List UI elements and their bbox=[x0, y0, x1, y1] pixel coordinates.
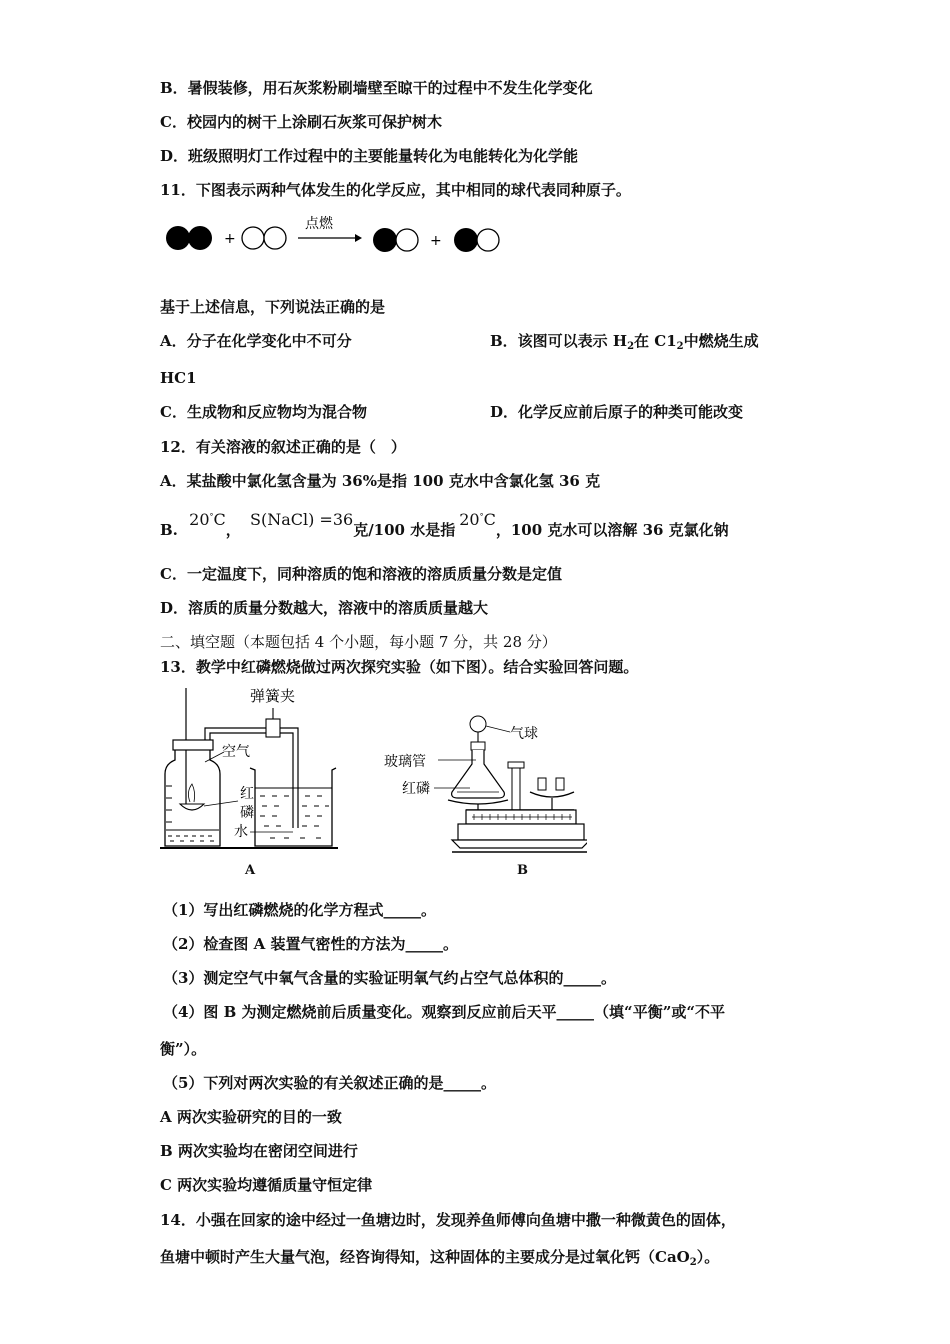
q13-option-b: B 两次实验均在密闭空间进行 bbox=[160, 1142, 358, 1160]
water-label: 水 bbox=[234, 824, 248, 840]
q11-option-b-continued: HC1 bbox=[160, 369, 197, 387]
q13-sub-3: （3）测定空气中氧气含量的实验证明氧气约占空气总体积的_____。 bbox=[163, 969, 616, 987]
q10-option-c: C．校园内的树干上涂刷石灰浆可保护树木 bbox=[160, 113, 442, 131]
red-phosphorus-label: 红磷 bbox=[402, 781, 430, 797]
arrow-head-icon bbox=[355, 234, 362, 242]
q13-option-a: A 两次实验研究的目的一致 bbox=[160, 1108, 342, 1126]
q12-option-c: C．一定温度下，同种溶质的饱和溶液的溶质质量分数是定值 bbox=[160, 565, 562, 583]
q14-line-2: 鱼塘中顿时产生大量气泡，经咨询得知，这种固体的主要成分是过氧化钙（CaO$_2$）。 bbox=[160, 1248, 720, 1268]
q12-stem: 12．有关溶液的叙述正确的是（ ） bbox=[160, 438, 406, 456]
balloon-label: 气球 bbox=[510, 726, 538, 742]
q12-option-a: A．某盐酸中氯化氢含量为 36%是指 100 克水中含氯化氢 36 克 bbox=[160, 472, 601, 490]
q14-line-1: 14．小强在回家的途中经过一鱼塘边时，发现养鱼师傅向鱼塘中撒一种微黄色的固体， bbox=[160, 1211, 736, 1229]
white-atom bbox=[477, 229, 499, 251]
q11-option-c: C．生成物和反应物均为混合物 bbox=[160, 403, 367, 421]
q13-sub-5: （5）下列对两次实验的有关叙述正确的是_____。 bbox=[163, 1074, 496, 1092]
black-atom bbox=[454, 228, 478, 252]
reaction-condition: 点燃 bbox=[305, 216, 333, 232]
section-title: 二、填空题（本题包括 4 个小题，每小题 7 分，共 28 分） bbox=[160, 633, 557, 651]
figure-a-label: A bbox=[245, 863, 256, 878]
white-atom bbox=[242, 227, 264, 249]
q11-option-a: A．分子在化学变化中不可分 bbox=[160, 332, 352, 350]
red-label: 红 bbox=[240, 786, 254, 802]
plus-sign: + bbox=[224, 231, 236, 247]
q13-sub-1: （1）写出红磷燃烧的化学方程式_____。 bbox=[163, 901, 436, 919]
q10-option-b: B．暑假装修，用石灰浆粉刷墙壁至晾干的过程中不发生化学变化 bbox=[160, 79, 593, 97]
black-atom bbox=[188, 226, 212, 250]
figure-b-balance bbox=[382, 712, 587, 857]
q13-sub-4: （4）图 B 为测定燃烧前后质量变化。观察到反应前后天平_____（填“平衡”或“不平 bbox=[163, 1003, 725, 1021]
q10-option-d: D．班级照明灯工作过程中的主要能量转化为电能转化为化学能 bbox=[160, 147, 579, 165]
q13-sub-4-continued: 衡”）。 bbox=[160, 1040, 207, 1058]
glass-tube-label: 玻璃管 bbox=[384, 754, 426, 770]
phosphorus-label: 磷 bbox=[240, 805, 254, 821]
q13-stem: 13．教学中红磷燃烧做过两次探究实验（如下图）。结合实验回答问题。 bbox=[160, 658, 639, 676]
q12-option-d: D．溶质的质量分数越大，溶液中的溶质质量越大 bbox=[160, 599, 489, 617]
air-label: 空气 bbox=[222, 744, 250, 760]
plus-sign: + bbox=[430, 233, 442, 249]
q13-sub-2: （2）检查图 A 装置气密性的方法为_____。 bbox=[163, 935, 459, 953]
q12-option-b: B. 20°C， S(NaCl) =36克/100 水是指20°C，100 克水可以溶解 36 克氯化钠 bbox=[160, 510, 729, 539]
white-atom bbox=[264, 227, 286, 249]
figure-a-apparatus bbox=[160, 686, 350, 854]
reaction-diagram bbox=[160, 212, 520, 262]
q11-stem: 11．下图表示两种气体发生的化学反应，其中相同的球代表同种原子。 bbox=[160, 181, 631, 199]
q11-option-d: D．化学反应前后原子的种类可能改变 bbox=[490, 403, 744, 421]
q11-prompt: 基于上述信息，下列说法正确的是 bbox=[160, 298, 386, 316]
black-atom bbox=[166, 226, 190, 250]
q11-option-b: B．该图可以表示 $H_2$在 $C1_2$中燃烧生成 bbox=[490, 332, 759, 352]
figure-b-label: B bbox=[517, 863, 528, 878]
black-atom bbox=[373, 228, 397, 252]
white-atom bbox=[396, 229, 418, 251]
clamp-label: 弹簧夹 bbox=[250, 687, 296, 705]
q13-option-c: C 两次实验均遵循质量守恒定律 bbox=[160, 1176, 373, 1194]
